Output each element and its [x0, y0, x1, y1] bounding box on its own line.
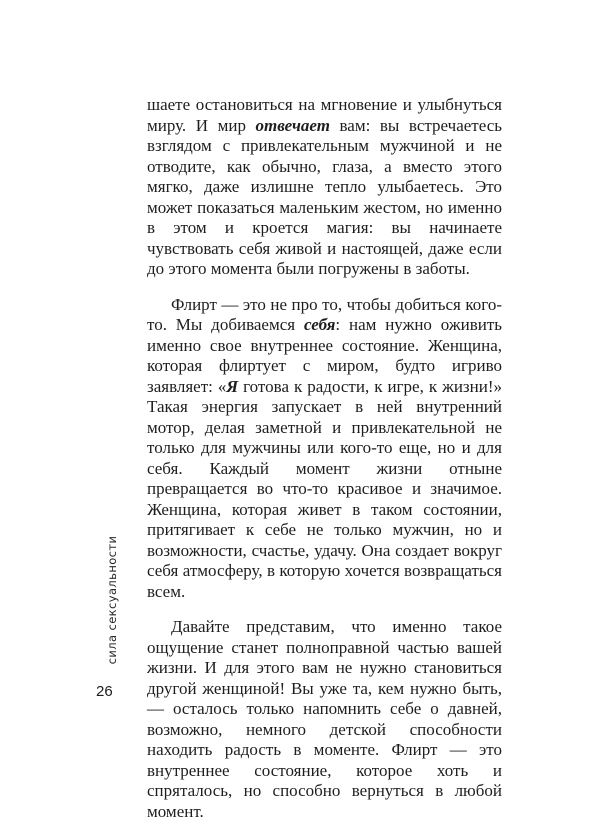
- paragraph-1-segment-3: вам: вы встречаетесь взглядом с привлекательным мужчиной и не отводите, как обычно, глаза, а вместо этого мягко, даже излишне тепло улыбаетесь. Это может показаться маленьким жестом, но именно в этом и кроется магия: вы начинаете чувствовать себя живой и настоящей, даже если до этого момента были погружены в заботы.: [147, 115, 502, 278]
- paragraph-2-segment-1: Флирт — это не про то, чтобы добиться кого-то. Мы добиваемся: [147, 294, 502, 334]
- emphasis-otvechaet: отвечает: [255, 115, 330, 135]
- paragraph-1-segment-1: шаете остановиться на мгновение и улыбнуться миру. И мир: [147, 95, 502, 135]
- body-text: [147, 95, 502, 822]
- running-head: сила сексуальности: [105, 535, 119, 665]
- page-number: 26: [96, 683, 113, 700]
- emphasis-sebya: себя: [303, 315, 336, 334]
- paragraph-2-segment-3: : нам нужно оживить именно свое внутреннее состояние. Женщина, которая флиртует с миром, будто игриво заявляет: «: [147, 315, 502, 396]
- paragraph-2-segment-5: готова к радости, к игре, к жизни!» Такая энергия запускает в ней внутренний мотор, делая заметной и привлекательной не только для мужчины или кого-то еще, но и для себя. Каждый момент жизни отныне превращается во что-то красивое и значимое. Женщина, которая живет в таком состоянии, притягивает к себе не только мужчин, но и возможности, счастье, удачу. Она создает вокруг себя атмосферу, в которую хочется возвращаться всем.: [147, 376, 502, 601]
- emphasis-ya: Я: [226, 376, 239, 396]
- paragraph-3: [147, 617, 502, 822]
- paragraph-2: [147, 295, 502, 603]
- paragraph-1: [147, 95, 502, 280]
- paragraph-3-segment-1: Давайте представим, что именно такое ощущение станет полноправной частью вашей жизни. И для этого вам не нужно становиться другой женщиной! Вы уже та, кем нужно быть, — осталось только напомнить себе о давней, возможно, немного детской способности находить радость в моменте. Флирт — это внутреннее состояние, которое хоть и спряталось, но способно вернуться в любой момент.: [147, 617, 502, 821]
